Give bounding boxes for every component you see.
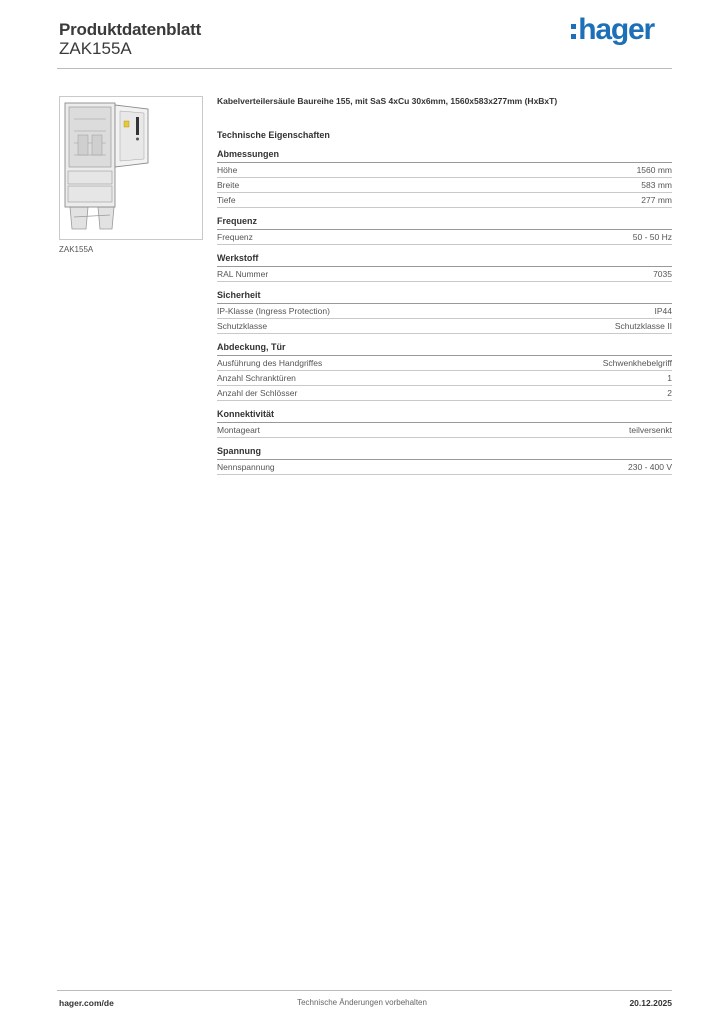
spec-group-title: Sicherheit [217, 290, 672, 304]
specs-heading: Technische Eigenschaften [217, 130, 330, 140]
spec-value: IP44 [654, 306, 672, 316]
spec-label: Breite [217, 180, 240, 190]
spec-row [217, 304, 672, 319]
spec-row [217, 319, 672, 334]
spec-group-title: Frequenz [217, 216, 672, 230]
footer-website-link[interactable]: hager.com/de [59, 998, 114, 1008]
spec-group-title: Abdeckung, Tür [217, 342, 672, 356]
spec-value: 277 mm [641, 195, 672, 205]
spec-group-title: Konnektivität [217, 409, 672, 423]
spec-label: Schutzklasse [217, 321, 268, 331]
spec-row [217, 386, 672, 401]
spec-label: Anzahl der Schlösser [217, 388, 298, 398]
spec-group-safety [217, 290, 672, 334]
spec-value: Schutzklasse II [614, 321, 672, 331]
product-details [217, 96, 672, 475]
spec-value: Schwenkhebelgriff [602, 358, 672, 368]
spec-row [217, 371, 672, 386]
product-image [59, 96, 203, 240]
spec-value: 50 - 50 Hz [632, 232, 672, 242]
spec-group-voltage [217, 446, 672, 475]
page-title: Produktdatenblatt [59, 20, 202, 39]
logo-dots [571, 24, 576, 39]
spec-group-connectivity [217, 409, 672, 438]
spec-label: Montageart [217, 425, 260, 435]
spec-row [217, 163, 672, 178]
spec-group-cover-door [217, 342, 672, 401]
footer-divider [57, 990, 672, 991]
spec-row [217, 193, 672, 208]
spec-label: Frequenz [217, 232, 253, 242]
hager-logo [571, 15, 654, 45]
spec-label: Höhe [217, 165, 238, 175]
spec-value: 230 - 400 V [628, 462, 672, 472]
spec-row [217, 178, 672, 193]
spec-value: 583 mm [641, 180, 672, 190]
spec-row [217, 356, 672, 371]
header-divider [57, 68, 672, 69]
footer-date: 20.12.2025 [629, 998, 672, 1008]
product-code: ZAK155A [59, 39, 132, 58]
spec-label: Tiefe [217, 195, 236, 205]
spec-group-frequency [217, 216, 672, 245]
spec-group-title: Abmessungen [217, 149, 672, 163]
spec-value: 1560 mm [636, 165, 672, 175]
spec-value: teilversenkt [629, 425, 672, 435]
spec-group-title: Spannung [217, 446, 672, 460]
spec-group-dimensions [217, 149, 672, 208]
spec-group-title: Werkstoff [217, 253, 672, 267]
spec-label: Ausführung des Handgriffes [217, 358, 323, 368]
image-caption: ZAK155A [59, 245, 94, 254]
spec-value: 2 [667, 388, 672, 398]
logo-wordmark: hager [578, 13, 654, 46]
spec-row [217, 423, 672, 438]
spec-label: RAL Nummer [217, 269, 269, 279]
product-description: Kabelverteilersäule Baureihe 155, mit SaS 4xCu 30x6mm, 1560x583x277mm (HxBxT) [217, 96, 558, 106]
spec-label: IP-Klasse (Ingress Protection) [217, 306, 330, 316]
footer-notice: Technische Änderungen vorbehalten [297, 998, 427, 1007]
spec-label: Anzahl Schranktüren [217, 373, 296, 383]
spec-row [217, 230, 672, 245]
cabinet-illustration-icon [60, 97, 202, 239]
spec-label: Nennspannung [217, 462, 275, 472]
spec-value: 1 [667, 373, 672, 383]
spec-row [217, 460, 672, 475]
spec-row [217, 267, 672, 282]
spec-group-material [217, 253, 672, 282]
spec-value: 7035 [653, 269, 672, 279]
